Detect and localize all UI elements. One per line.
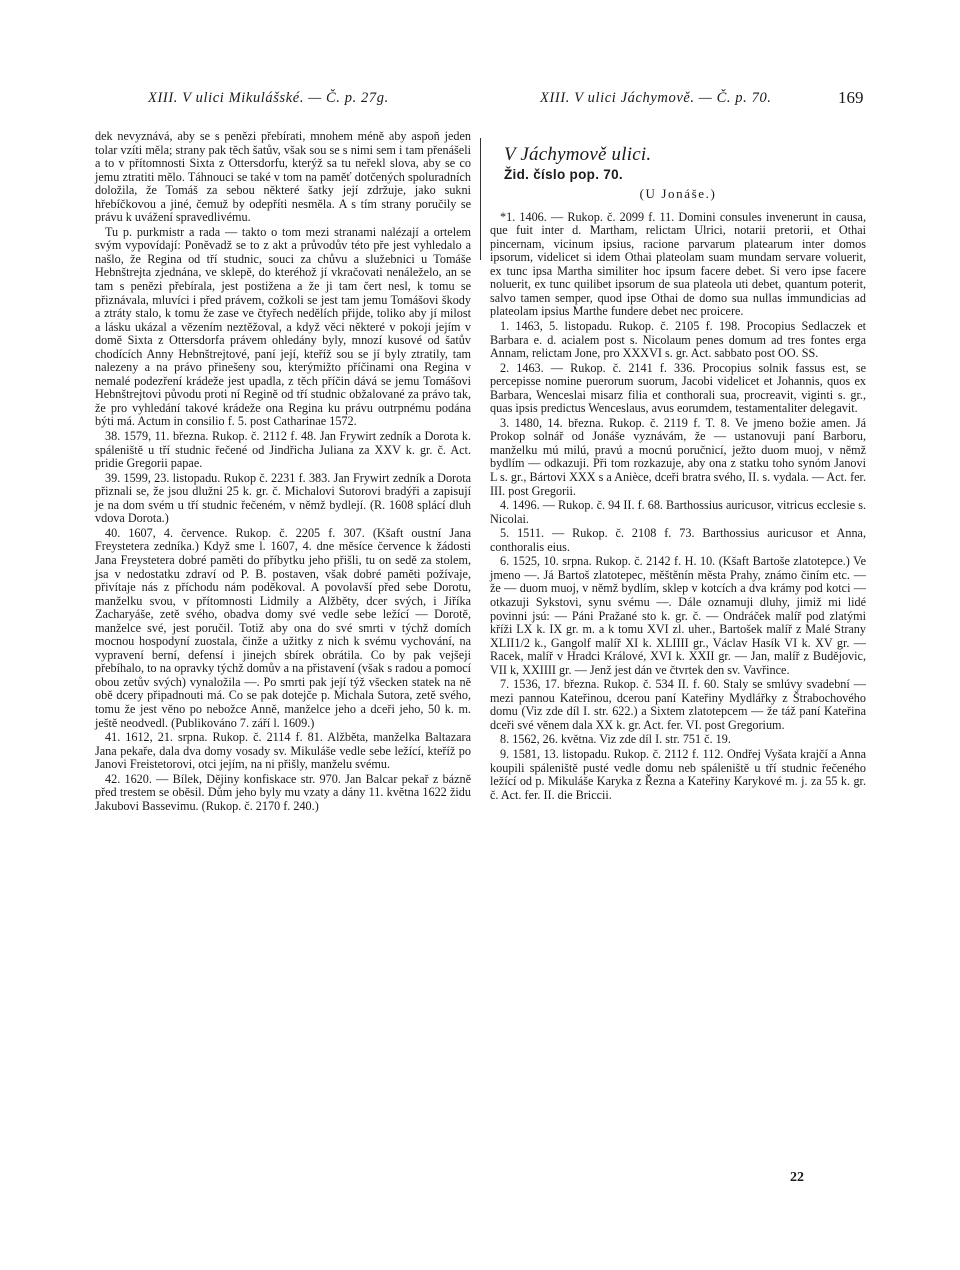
paragraph: 1. 1463, 5. listopadu. Rukop. č. 2105 f. 198. Procopius Sedlaczek et Barbara e. d. acialem post s. Nicolaum penes domum ad tres fontes erga Annam, relictam Jone, pro XXXVI s. gr. Act. sabbato post OO. SS. [490,319,866,361]
running-header-left: XIII. V ulici Mikulášské. — Č. p. 27g. [148,90,389,106]
paragraph: 7. 1536, 17. března. Rukop. č. 534 II. f. 60. Staly se smlúvy svadební — mezi pannou Kateřinou, dcerou paní Kateřiny Mydlářky z Štrabochového domu (Viz zde díl I. str. 622.) a Sixtem zlatotepcem — že táž paní Kateřina dceři své věnem dala XX k. gr. Act. fer. VI. post Gregorium. [490,677,866,732]
running-header-right: XIII. V ulici Jáchymově. — Č. p. 70. [540,90,772,106]
section-title: V Jáchymově ulici. [504,144,652,165]
paragraph: 4. 1496. — Rukop. č. 94 II. f. 68. Barthossius auricusor, vitricus ecclesie s. Nicolai. [490,498,866,526]
column-divider [480,138,481,260]
paragraph: 3. 1480, 14. března. Rukop. č. 2119 f. T. 8. Ve jmeno božie amen. Já Prokop solnář od Jonáše vyznávám, že — ustanovuji paní Barboru, manželku mú milú, pravú a mocnú poručnicí, ježto duom muoj, v němž bydlím — odkazuji. Při tom rozkazuje, aby ona z statku toho synóm Janovi L s. gr., Bártovi XXX s a Anièce, dceři bratra svého, II. s. vydala. — Act. fer. III. post Gregorii. [490,415,866,498]
left-column [95,130,471,814]
section-house-name: (U Jonáše.) [639,186,717,202]
section-subtitle: Žid. číslo pop. 70. [504,166,623,182]
paragraph: *1. 1406. — Rukop. č. 2099 f. 11. Domini consules invenerunt in causa, que fuit inter d. Martham, relictam Ulrici, notarii pretorii, et Othai pincernam, vicinum ipsius, racione parvarum platearum inter domos ipsorum, videlicet si idem Othai plateolam suam mundam servare voluerit, ex tunc ipsa Martha similiter hoc ipsum facere debet. Si vero ipse facere noluerit, ex tunc quilibet ipsorum de sua plateola uti debet, quantum poterit, salvo tamen semper, quod ipse Othai de domo sua nullas immundicias ad plateolam ipsius Marthe fundere debet nec proicere. [490,209,866,319]
paragraph: 5. 1511. — Rukop. č. 2108 f. 73. Barthossius auricusor et Anna, conthoralis eius. [490,526,866,554]
paragraph: 40. 1607, 4. července. Rukop. č. 2205 f. 307. (Kšaft oustní Jana Freystetera zedníka.) Když sme l. 1607, 4. dne měsíce července k žádosti Jana Freystetera dobré paměti do příbytku jeho přišli, tu on sedě za stolem, jsa v nedostatku zdraví od P. B. postaven, však dobré paměti požívaje, přivítaje nás z příchodu nám poděkoval. A povolavší před sebe Dorotu, manželku svou, v přítomnosti Lidmily a Alžběty, dcer svých, i Jiříka Zacharyáše, zetě svého, obadva domy své vedle sebe ležící — Dorotě, manželce své, jest poručil. Totiž aby ona do své smrti v týchž domích mocnou hospodyní zuostala, činže a užitky z nich k svému vychování, na vypravení berní, defensí i jinejch sbírek obrátila. Co by pak vejšeji přebíhalo, to na opravky týchž domův a na přistavení (však s radou a pomocí obou zetův svých) vynaložila —. Po smrti pak její týž všecken statek na ně obě dcery připadnouti má. Co se pak dotejče p. Michala Sutora, zetě svého, tomu že jest věno po nebožce Anně, manželce jeho a dceři jeho, 50 k. m. ještě neodvedl. (Publikováno 7. září l. 1609.) [95,525,471,730]
paragraph: 42. 1620. — Bílek, Dějiny konfiskace str. 970. Jan Balcar pekař z bázně před trestem se oběsil. Dům jeho byly mu vzaty a dány 11. května 1622 židu Jakubovi Bassevimu. (Rukop. č. 2170 f. 240.) [95,771,471,813]
page-number: 169 [838,88,864,107]
signature-mark: 22 [790,1170,804,1185]
paragraph: 9. 1581, 13. listopadu. Rukop. č. 2112 f. 112. Ondřej Vyšata krajčí a Anna koupili spáleniště pusté vedle domu neb spáleniště u tří studnic řečeného ležící od p. Mikuláše Karyka z Řezna a Kateřiny Karykové m. j. za 55 k. gr. č. Act. fer. II. die Briccii. [490,746,866,802]
paragraph: dek nevyznává, aby se s penězi přebírati, mnohem méně aby aspoň jeden tolar vzíti měla; strany pak těch šatův, však sou se s nimi sem i tam přenášeli a to v přítomnosti Sixta z Ottersdorfu, kterýž sa tu neřekl slova, aby se co jemu ztratiti mělo. Táhnouci se také v tom na paměť dotčených spoluradních doložila, že Tomáš za sebou některé šatky její zdržuje, jako sukni hřebíčkovou a jiné, čemuž by odepříti nesměla. A s tím strany poručily se právu k uvážení spravedlivému. [95,129,471,225]
paragraph: 8. 1562, 26. května. Viz zde díl I. str. 751 č. 19. [500,732,731,747]
paragraph: Tu p. purkmistr a rada — takto o tom mezi stranami nalézají a ortelem svým vypovídají: Poněvadž se to z akt a průvodův této pře jest vyhledalo a našlo, že Regina od tří studnic, souci za chůvu a služebnici u Tomáše Hebnštrejta zjednána, ve sklepě, do kteréhož jí vkračovati nenáleželo, an se tam s penězi přebírala, jest postižena a že ji tam čert nesl, k tomu se přiznávala, mluvíci i před právem, cožkoli se jest tam jemu Tomášovi škody a ztráty stalo, k tomu že zase ve čtyřech nedělích přijde, toliko aby jí milost a lásku ukázal a vězením neztěžoval, a když věci některé v pokoji jejím v domě Sixta z Ottersdorfa právem ohledány byly, mnozí kusové od šatův chodících Anny Hebnštrejtové, paní její, kteříž sou se jí byly ztratily, tam nalezeny a na právo přinešeny sou, kterýmižto příčinami ona Regina v nemalé podezření krádeže jest upadla, z těch příčin dává se jemu Tomášovi Hebnštrejtovi původu proti ní Regině od tří studnic obžalované za právo tak, že pro vyhledání takové krádeže ona Regina ku právu outrpnému podána býti má. Actum in consilio f. 5. post Catharinae 1572. [95,224,471,429]
paragraph: 41. 1612, 21. srpna. Rukop. č. 2114 f. 81. Alžběta, manželka Baltazara Jana pekaře, dala dva domy vosady sv. Mikuláše vedle sebe ležící, kteříž po Janovi Freistetorovi, otci jejím, na ni přišly, manželu svému. [95,730,471,772]
paragraph: 38. 1579, 11. března. Rukop. č. 2112 f. 48. Jan Frywirt zedník a Dorota k. spáleniště u tří studnic řečené od Jindřicha Juliana za XXV k. gr. č. Act. pridie Gregorii papae. [95,429,471,471]
paragraph: 39. 1599, 23. listopadu. Rukop č. 2231 f. 383. Jan Frywirt zedník a Dorota přiznali se, že jsou dlužni 25 k. gr. č. Michalovi Sutorovi bradýři a zapisují je na dom svém u tří studnic řečeném, v němž bydlejí. (R. 1608 splácí dluh vdova Dorota.) [95,470,471,526]
paragraph: 2. 1463. — Rukop. č. 2141 f. 336. Procopius solnik fassus est, se percepisse nomine puerorum suorum, Jacobi videlicet et Johannis, quos ex Barbara, Wenceslai misarz filia et conthorali sua, procreavit, viginti s. gr., quas ipsis predictus Wenceslaus, avus eorumdem, testamentaliter delegavit. [490,360,866,416]
right-column [490,130,866,803]
paragraph: 6. 1525, 10. srpna. Rukop. č. 2142 f. H. 10. (Kšaft Bartoše zlatotepce.) Ve jmeno —. Já Bartoš zlatotepec, měštěnín města Prahy, známo činím etc. — že — duom muoj, v němž bydlím, sklep v kotcích a dva krámy pod kotci — otkazuji Sykstovi, synu svému —. Dále oznamuji dluhy, jimiž mi lidé povinni jsú: — Páni Pražané sto k. gr. č. — Ondráček malíř pod zlatými kříži LX k. IX gr. m. a k tomu XVI zl. uher., Bartošek malíř z Malé Strany XLII1/2 k., Gangolf malíř XI k. XLIIII gr., Václav Hasík VI k. XV gr. — Racek, malíř v Hradci Králové, XVI k. XXII gr. — Jan, malíř z Budějovic, VII k, XXIIII gr. — Jenž jest dán ve čtvrtek den sv. Vavřince. [490,554,866,677]
